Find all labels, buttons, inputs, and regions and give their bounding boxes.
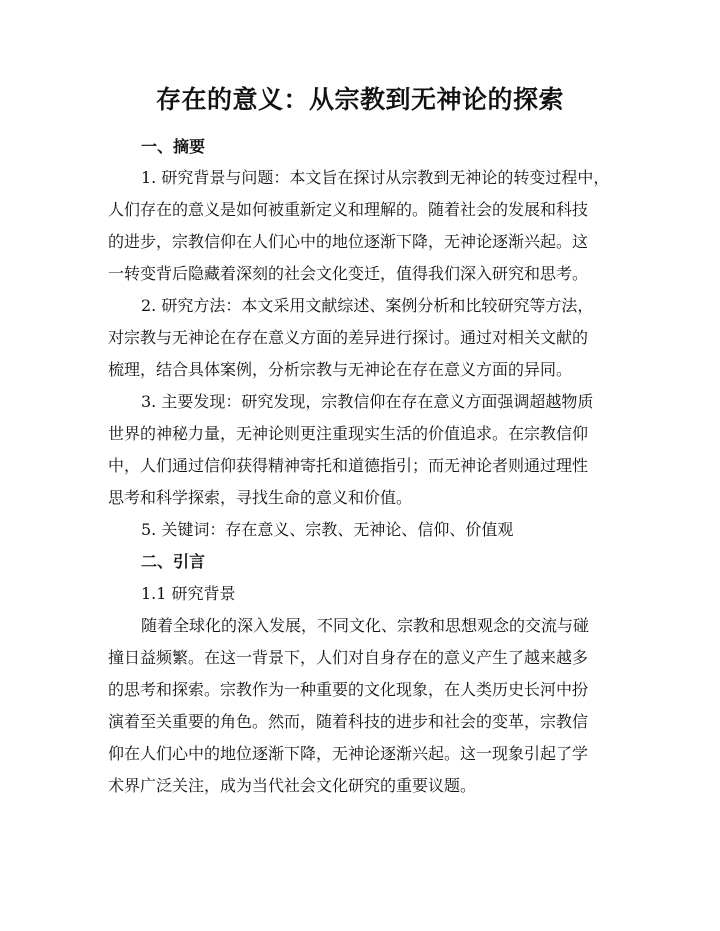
paragraph-line: 随着全球化的深入发展，不同文化、宗教和思想观念的交流与碰 (141, 616, 590, 635)
paragraph-line: 梳理，结合具体案例，分析宗教与无神论在存在意义方面的异同。 (108, 360, 573, 379)
paragraph-line: 世界的神秘力量，无神论则更注重现实生活的价值追求。在宗教信仰 (108, 424, 589, 443)
paragraph-line: 1. 研究背景与问题：本文旨在探讨从宗教到无神论的转变过程中， (141, 168, 610, 187)
paragraph-line: 3. 主要发现：研究发现，宗教信仰在存在意义方面强调超越物质 (141, 392, 594, 411)
paragraph-line: 一转变背后隐藏着深刻的社会文化变迁，值得我们深入研究和思考。 (108, 264, 589, 283)
section-heading-abstract: 一、摘要 (141, 137, 206, 156)
document-title: 存在的意义：从宗教到无神论的探索 (155, 85, 564, 114)
paragraph-line: 中，人们通过信仰获得精神寄托和道德指引；而无神论者则通过理性 (108, 456, 589, 475)
paragraph-line: 的思考和探索。宗教作为一种重要的文化现象，在人类历史长河中扮 (108, 680, 589, 699)
keywords-line: 5. 关键词：存在意义、宗教、无神论、信仰、价值观 (141, 520, 514, 539)
section-heading-introduction: 二、引言 (141, 552, 206, 571)
paragraph-line: 仰在人们心中的地位逐渐下降，无神论逐渐兴起。这一现象引起了学 (108, 744, 589, 763)
subsection-heading: 1.1 研究背景 (141, 584, 236, 603)
paragraph-line: 2. 研究方法：本文采用文献综述、案例分析和比较研究等方法， (141, 296, 594, 315)
paragraph-line: 思考和科学探索，寻找生命的意义和价值。 (108, 488, 413, 507)
paragraph-line: 的进步，宗教信仰在人们心中的地位逐渐下降，无神论逐渐兴起。这 (108, 232, 589, 251)
paragraph-line: 人们存在的意义是如何被重新定义和理解的。随着社会的发展和科技 (108, 200, 589, 219)
paragraph-line: 术界广泛关注，成为当代社会文化研究的重要议题。 (108, 776, 477, 795)
paragraph-line: 对宗教与无神论在存在意义方面的差异进行探讨。通过对相关文献的 (108, 328, 589, 347)
paragraph-line: 演着至关重要的角色。然而，随着科技的进步和社会的变革，宗教信 (108, 712, 589, 731)
paragraph-line: 撞日益频繁。在这一背景下，人们对自身存在的意义产生了越来越多 (108, 648, 589, 667)
